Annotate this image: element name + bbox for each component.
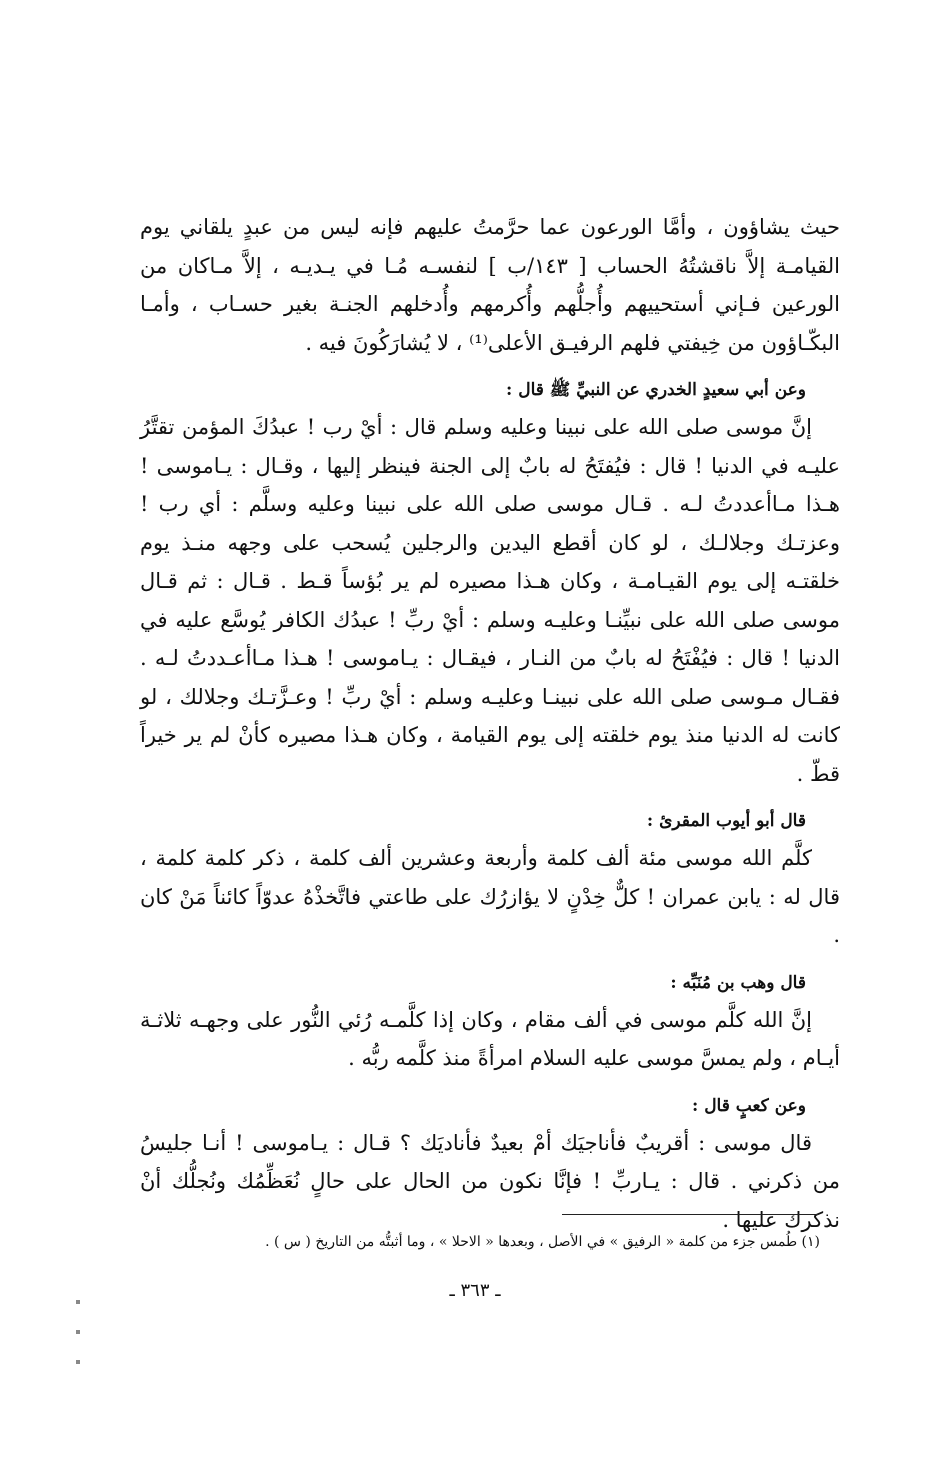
section-heading-wahb: قال وهب بن مُنَبِّه :: [670, 972, 806, 993]
section-text-wahb: إنَّ الله كلَّم موسى في ألف مقام ، وكان إذا كلَّمـه رُئي النُّور على وجهـه ثلاثـة أيـام ، ولم يمسَّ موسى عليه السلام امرأةً منذ كلَّمه ربُّه .: [140, 1007, 840, 1070]
intro-paragraph: حيث يشاؤون ، وأمَّا الورعون عما حرَّمتُ عليهم فإنه ليس من عبدٍ يلقاني يوم القيامـة إلاَّ ناقشتُهُ الحساب [ ١٤٣/ب ] لنفسـه مُـا في يـديـه ، إلاَّ مـاكان من الورعين فـإني أستحييهم وأُجلُّهم وأُكرمهم وأُدخلهم الجنـة بغير حسـاب ، وأمـا البكّـاؤون من خِيفتي فلهم الرفيـق الأعلى⁽¹⁾ ، لا يُشارَكُونَ فيه .: [140, 215, 840, 355]
section-text-abu-said: إنَّ موسى صلى الله على نبينا وعليه وسلم قال : أيْ رب ! عبدُكَ المؤمن تقتَّرُ عليـه في الدنيا ! قال : فيُفتَحُ له بابٌ إلى الجنة فينظر إليها ، وقـال : يـاموسى ! هـذا مـاأعددتُ لـه . قـال موسى صلى الله على نبينا وعليه وسلَّم : أي رب ! وعزتـك وجلالـك ، لو كان أقطع اليدين والرجلين يُسحب على وجهه منـذ يوم خلقتـه إلى يوم القيـامـة ، وكان هـذا مصيره لم ير بُؤساً قـط . قـال : ثم قـال موسى صلى الله على نبيِّنـا وعليـه وسلم : أيْ ربِّ ! عبدُك الكافر يُوسَّع عليه في الدنيا ! قال : فيُفْتَحُ له بابٌ من النـار ، فيقـال : يـاموسى ! هـذا مـاأعـددتُ لـه . فقـال مـوسى صلى الله على نبينـا وعليـه وسلم : أيْ ربِّ ! وعـزَّتـك وجلالك ، لو كانت له الدنيا منذ يوم خلقته إلى يوم القيامة ، وكان هـذا مصيره كأنْ لم ير خيراً قطّ .: [140, 415, 840, 786]
section-heading-kaab: وعن كعبٍ قال :: [692, 1095, 806, 1116]
page-number: ـ ٣٦٣ ـ: [449, 1280, 501, 1301]
footnote: (١) طُمس جزء من كلمة « الرفيق » في الأصل ، وبعدها « الاحلا » ، وما أثبتُّه من التاريخ ( س ) .: [265, 1234, 820, 1250]
page-body: [140, 208, 840, 1239]
scan-mark: [76, 1330, 80, 1334]
scan-mark: [76, 1360, 80, 1364]
section-heading-abu-ayyub: قال أبو أيوب المقرئ :: [646, 811, 806, 831]
section-text-abu-ayyub: كلَّم الله موسى مئة ألف كلمة وأربعة وعشرين ألف كلمة ، ذكر كلمة كلمة ، قال له : يابن عمران ! كلٌّ خِدْنٍ لا يؤازرُك على طاعتي فاتَّخذْهُ عدوّاً كائناً مَنْ كان .: [140, 846, 840, 947]
section-heading-abu-said: وعن أبي سعيدٍ الخدري عن النبيِّ ﷺ قال :: [506, 380, 806, 400]
section-text-kaab: قال موسى : أقريبٌ فأناجيَك أمْ بعيدٌ فأناديَك ؟ قـال : يـاموسى ! أنـا جليسُ من ذكرني . قال : يـاربِّ ! فإنَّا نكون من الحال على حالٍ نُعَظِّمُك ونُجلُّك أنْ نذكرك عليها .: [140, 1130, 840, 1232]
footnote-divider: [562, 1214, 818, 1215]
scan-mark: [76, 1300, 80, 1304]
